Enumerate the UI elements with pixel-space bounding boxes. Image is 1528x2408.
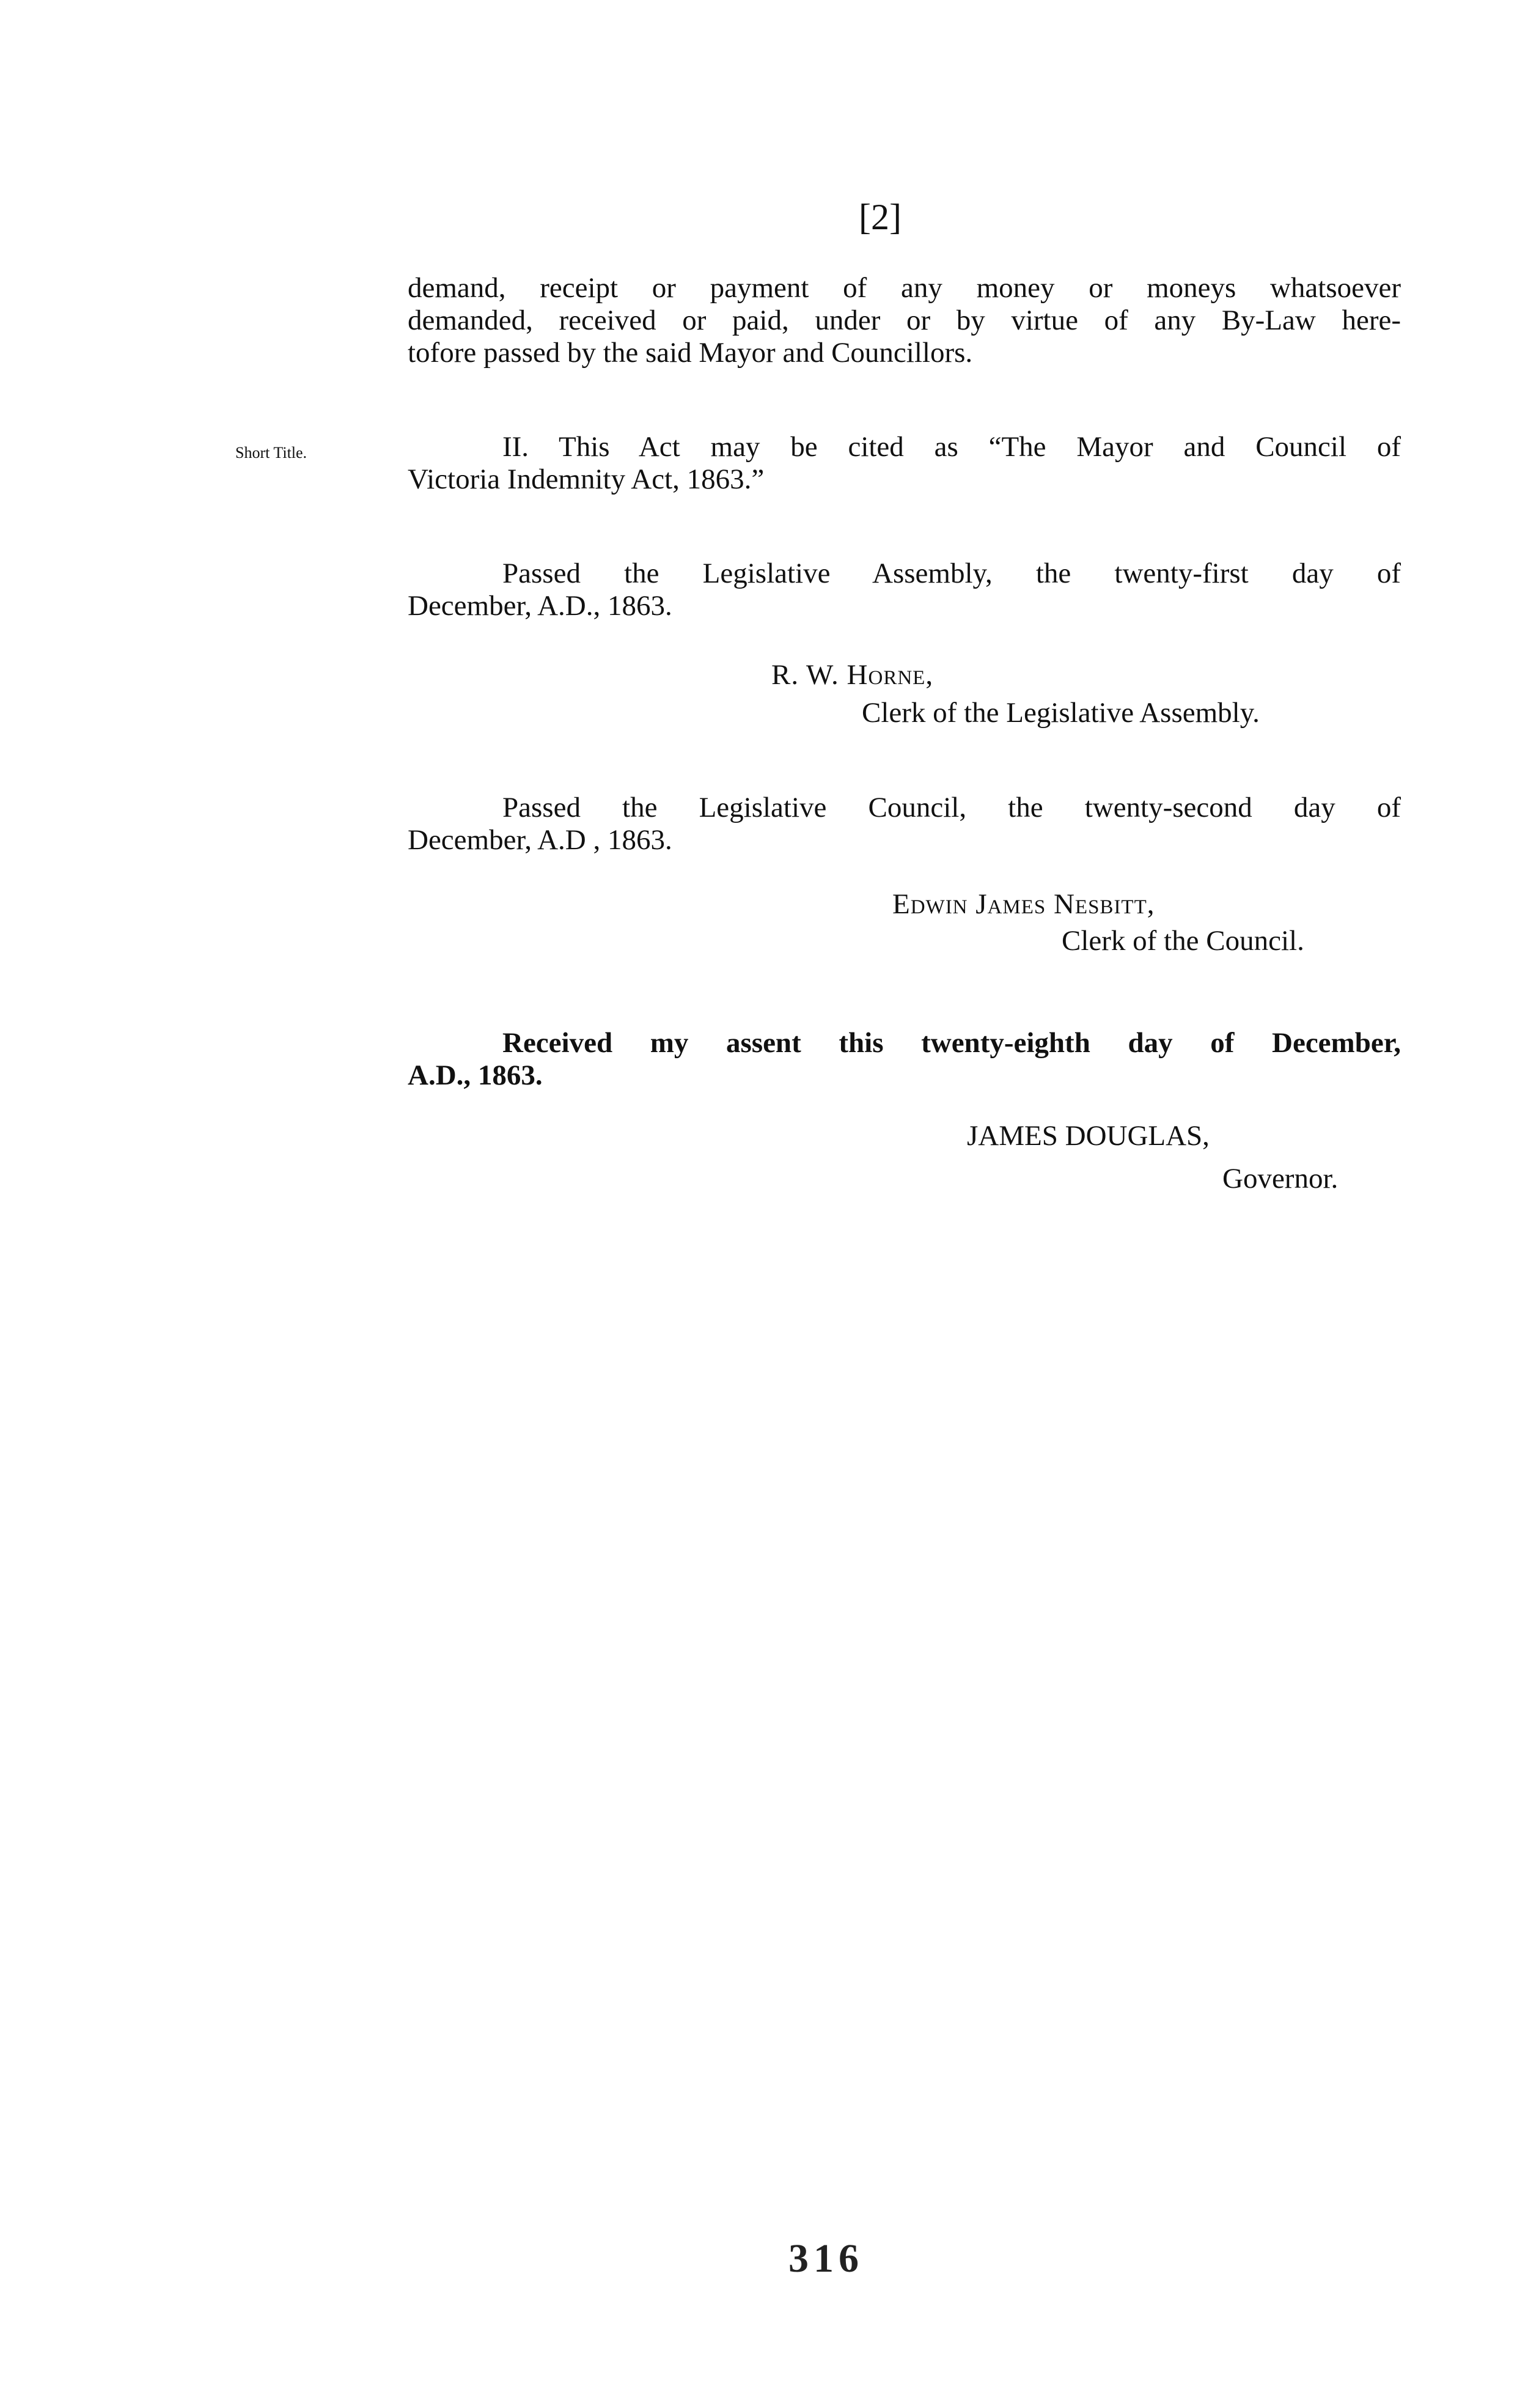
assent-line: A.D., 1863. [408,1059,543,1091]
section-1-line: demand, receipt or payment of any money or moneys whatsoever [408,272,1401,304]
governor-signer-name: JAMES DOUGLAS, [967,1120,1210,1152]
council-signer-name: Edwin James Nesbitt, [892,888,1155,920]
assembly-signer-name: R. W. Horne, [771,659,934,691]
section-2-line: Victoria Indemnity Act, 1863.” [408,463,765,495]
assembly-passage [408,558,1401,622]
section-2-text [408,431,1401,496]
folio-number: 316 [788,2236,864,2281]
assembly-line: December, A.D., 1863. [408,590,672,622]
council-signer-title: Clerk of the Council. [1062,925,1304,957]
assent-passage [408,1027,1401,1092]
margin-note-short-title: Short Title. [235,444,307,462]
section-1-text [408,272,1401,369]
page-number: [2] [859,197,902,237]
assent-line: Received my assent this twenty-eighth day of December, [502,1027,1401,1059]
assembly-line: Passed the Legislative Assembly, the twenty-first day of [502,558,1401,589]
governor-signer-title: Governor. [1222,1163,1339,1195]
council-line: December, A.D , 1863. [408,824,672,856]
section-1-line: demanded, received or paid, under or by virtue of any By-Law here- [408,304,1401,336]
assembly-signer-title: Clerk of the Legislative Assembly. [862,697,1260,729]
council-line: Passed the Legislative Council, the twenty-second day of [502,792,1401,823]
section-2-line: II. This Act may be cited as “The Mayor and Council of [502,431,1401,463]
council-passage [408,792,1401,856]
section-1-line: tofore passed by the said Mayor and Councillors. [408,337,973,369]
